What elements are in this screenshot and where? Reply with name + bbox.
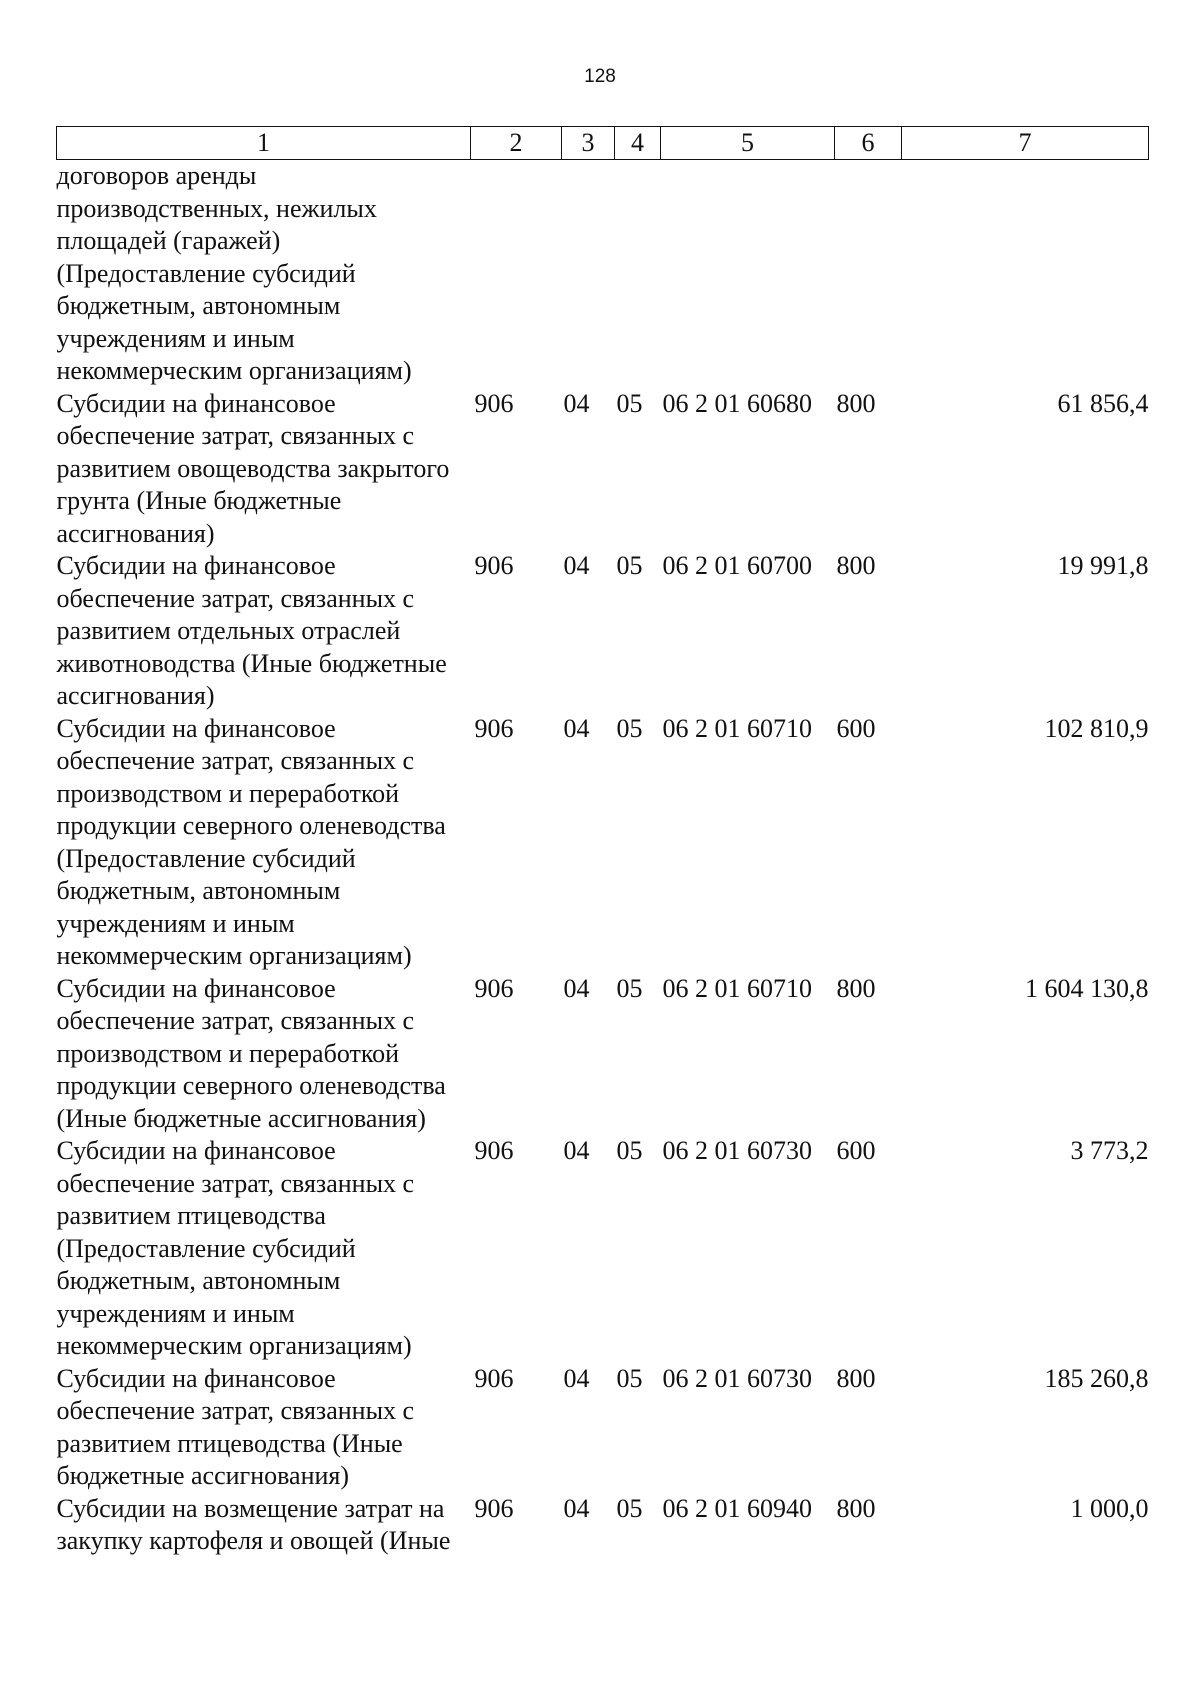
gl-code-cell: 906 xyxy=(474,551,514,580)
section-cell: 04 xyxy=(563,1136,590,1165)
description-line: (Иные бюджетные ассигнования) xyxy=(56,1103,426,1133)
table-row xyxy=(57,713,1149,973)
description-line: развитием птицеводства (Иные xyxy=(56,1428,403,1458)
amount-cell: 61 856,4 xyxy=(1057,388,1149,418)
description-line: Субсидии на финансовое xyxy=(56,388,336,418)
description-line: продукции северного оленеводства xyxy=(56,1071,446,1100)
column-header: 7 xyxy=(902,127,1149,160)
description-line: ассигнования) xyxy=(56,518,215,548)
target-article-cell: 06 2 01 60700 xyxy=(662,551,812,580)
description-line: бюджетным, автономным xyxy=(56,876,341,905)
description-line: некоммерческим организациям) xyxy=(56,356,412,385)
table-row xyxy=(57,388,1149,551)
description-line: грунта (Иные бюджетные xyxy=(56,486,342,515)
section-cell: 04 xyxy=(563,713,590,743)
description-line: Субсидии на финансовое xyxy=(56,973,336,1003)
target-article-cell: 06 2 01 60940 xyxy=(662,1493,812,1523)
description-line: обеспечение затрат, связанных с xyxy=(56,1168,415,1198)
gl-code-cell: 906 xyxy=(474,388,514,418)
expense-type-cell: 600 xyxy=(836,1136,876,1165)
amount-cell: 3 773,2 xyxy=(1070,1136,1149,1165)
description-cell xyxy=(57,713,471,973)
section-cell: 04 xyxy=(563,973,590,1003)
description-line: производством и переработкой xyxy=(56,778,400,808)
target-article-cell xyxy=(661,160,835,388)
target-article-cell: 06 2 01 60710 xyxy=(662,973,812,1003)
expense-type-cell: 600 xyxy=(836,713,876,743)
section-cell: 04 xyxy=(563,1493,590,1523)
description-line: (Предоставление субсидий xyxy=(56,258,356,288)
expense-type-cell: 800 xyxy=(836,388,876,418)
section-cell: 04 xyxy=(563,551,590,580)
page-number: 128 xyxy=(584,66,616,87)
section-cell: 04 xyxy=(563,1363,590,1393)
description-line: закупку картофеля и овощей (Иные xyxy=(56,1526,451,1555)
gl-code-cell: 906 xyxy=(474,713,514,743)
description-line: развитием овощеводства закрытого xyxy=(56,453,450,483)
table-body xyxy=(57,160,1149,1558)
description-line: обеспечение затрат, связанных с xyxy=(56,1396,415,1425)
table-header-row xyxy=(57,127,1149,160)
description-line: развитием отдельных отраслей xyxy=(56,616,401,645)
subsection-cell: 05 xyxy=(616,1493,643,1523)
description-line: некоммерческим организациям) xyxy=(56,941,412,970)
column-header: 5 xyxy=(661,127,835,160)
description-cell xyxy=(57,550,471,713)
gl-code-cell: 906 xyxy=(474,973,514,1003)
subsection-cell: 05 xyxy=(616,551,643,580)
column-header: 2 xyxy=(471,127,562,160)
amount-cell: 185 260,8 xyxy=(1044,1363,1149,1393)
description-line: Субсидии на финансовое xyxy=(56,1363,336,1393)
gl-code-cell: 906 xyxy=(474,1136,514,1165)
subsection-cell xyxy=(615,160,661,388)
table-row xyxy=(57,1135,1149,1363)
description-line: Субсидии на финансовое xyxy=(56,551,336,580)
gl-code-cell: 906 xyxy=(474,1363,514,1393)
description-line: животноводства (Иные бюджетные xyxy=(56,648,447,678)
budget-table xyxy=(56,126,1149,1558)
description-line: бюджетным, автономным xyxy=(56,1266,341,1295)
section-cell: 04 xyxy=(563,388,590,418)
expense-type-cell xyxy=(835,160,902,388)
target-article-cell: 06 2 01 60710 xyxy=(662,713,812,743)
description-line: (Предоставление субсидий xyxy=(56,1233,356,1263)
table-row xyxy=(57,973,1149,1136)
description-line: обеспечение затрат, связанных с xyxy=(56,583,415,613)
description-line: некоммерческим организациям) xyxy=(56,1331,412,1360)
description-cell xyxy=(57,1363,471,1493)
description-line: Субсидии на возмещение затрат на xyxy=(56,1493,445,1523)
description-line: бюджетные ассигнования) xyxy=(56,1461,350,1490)
description-cell xyxy=(57,388,471,551)
description-cell xyxy=(57,1135,471,1363)
description-line: обеспечение затрат, связанных с xyxy=(56,1006,415,1035)
description-line: Субсидии на финансовое xyxy=(56,1136,336,1165)
target-article-cell: 06 2 01 60730 xyxy=(662,1363,812,1393)
description-line: производством и переработкой xyxy=(56,1038,400,1068)
amount-cell: 102 810,9 xyxy=(1044,713,1149,743)
table-row xyxy=(57,1493,1149,1558)
column-header: 4 xyxy=(615,127,661,160)
description-cell xyxy=(57,1493,471,1558)
gl-code-cell: 906 xyxy=(474,1493,514,1523)
subsection-cell: 05 xyxy=(616,1363,643,1393)
description-cell xyxy=(57,160,471,388)
subsection-cell: 05 xyxy=(616,388,643,418)
target-article-cell: 06 2 01 60680 xyxy=(662,388,812,418)
target-article-cell: 06 2 01 60730 xyxy=(662,1136,812,1165)
description-line: площадей (гаражей) xyxy=(56,226,281,255)
column-header: 6 xyxy=(835,127,902,160)
section-cell xyxy=(562,160,615,388)
table-row xyxy=(57,160,1149,388)
table-row xyxy=(57,1363,1149,1493)
description-line: ассигнования) xyxy=(56,681,215,710)
subsection-cell: 05 xyxy=(616,973,643,1003)
amount-cell: 1 000,0 xyxy=(1070,1493,1149,1523)
column-header: 3 xyxy=(562,127,615,160)
subsection-cell: 05 xyxy=(616,1136,643,1165)
gl-code-cell xyxy=(471,160,562,388)
description-line: производственных, нежилых xyxy=(56,193,377,223)
subsection-cell: 05 xyxy=(616,713,643,743)
expense-type-cell: 800 xyxy=(836,1493,876,1523)
expense-type-cell: 800 xyxy=(836,1363,876,1393)
amount-cell: 19 991,8 xyxy=(1057,551,1149,580)
expense-type-cell: 800 xyxy=(836,973,876,1003)
amount-cell: 1 604 130,8 xyxy=(1025,973,1149,1003)
description-line: договоров аренды xyxy=(56,161,257,190)
table-row xyxy=(57,550,1149,713)
column-header: 1 xyxy=(57,127,471,160)
expense-type-cell: 800 xyxy=(836,551,876,580)
amount-cell xyxy=(902,160,1149,388)
description-cell xyxy=(57,973,471,1136)
description-line: Субсидии на финансовое xyxy=(56,713,336,743)
description-line: развитием птицеводства xyxy=(56,1201,326,1230)
description-line: (Предоставление субсидий xyxy=(56,843,356,873)
description-line: обеспечение затрат, связанных с xyxy=(56,746,415,775)
description-line: продукции северного оленеводства xyxy=(56,811,446,840)
description-line: учреждениям и иным xyxy=(56,1298,295,1328)
description-line: обеспечение затрат, связанных с xyxy=(56,421,415,450)
description-line: бюджетным, автономным xyxy=(56,291,341,320)
description-line: учреждениям и иным xyxy=(56,323,295,353)
description-line: учреждениям и иным xyxy=(56,908,295,938)
